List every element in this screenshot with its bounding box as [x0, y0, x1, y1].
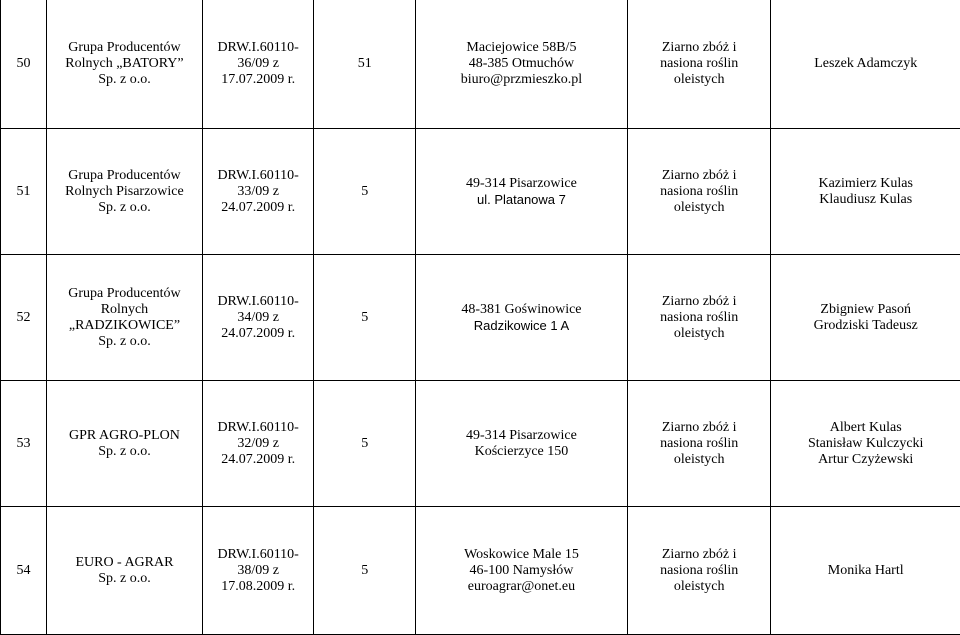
- group-name-cell: [47, 381, 203, 507]
- group-name-cell: [47, 507, 203, 635]
- registration-line: DRW.I.60110-: [205, 40, 312, 56]
- address-line: 48-381 Goświnowice: [418, 302, 625, 318]
- address-line: 46-100 Namysłów: [418, 563, 625, 579]
- product-line: oleistych: [630, 579, 768, 595]
- group-name-line: Sp. z o.o.: [49, 72, 200, 88]
- address-line: Radzikowice 1 A: [418, 318, 625, 334]
- address-cell: [415, 381, 627, 507]
- registration-line: 24.07.2009 r.: [205, 326, 312, 342]
- registration-line: 17.07.2009 r.: [205, 72, 312, 88]
- group-name-line: „RADZIKOWICE”: [49, 318, 200, 334]
- address-line: 49-314 Pisarzowice: [418, 428, 625, 444]
- group-name-line: Sp. z o.o.: [49, 200, 200, 216]
- group-name-line: Rolnych „BATORY”: [49, 56, 200, 72]
- table-row: [1, 507, 960, 635]
- member-count: 5: [314, 381, 415, 507]
- persons-cell: [771, 255, 960, 381]
- group-name-line: Grupa Producentów: [49, 168, 200, 184]
- group-name-cell: [47, 255, 203, 381]
- product-line: nasiona roślin: [630, 184, 768, 200]
- group-name-line: Sp. z o.o.: [49, 571, 200, 587]
- person-name: Leszek Adamczyk: [773, 56, 958, 72]
- member-count: 5: [314, 507, 415, 635]
- address-line: euroagrar@onet.eu: [418, 579, 625, 595]
- address-line: biuro@przmieszko.pl: [418, 72, 625, 88]
- group-name-line: Rolnych Pisarzowice: [49, 184, 200, 200]
- address-line: Maciejowice 58B/5: [418, 40, 625, 56]
- registration-line: DRW.I.60110-: [205, 547, 312, 563]
- address-cell: [415, 507, 627, 635]
- group-name-line: EURO - AGRAR: [49, 555, 200, 571]
- product-line: oleistych: [630, 326, 768, 342]
- table-row: [1, 255, 960, 381]
- row-number: 54: [1, 507, 47, 635]
- registration-cell: [202, 507, 314, 635]
- address-line: Kościerzyce 150: [418, 444, 625, 460]
- product-line: Ziarno zbóż i: [630, 294, 768, 310]
- table-row: [1, 0, 960, 129]
- registration-line: 32/09 z: [205, 436, 312, 452]
- product-line: oleistych: [630, 200, 768, 216]
- registration-cell: [202, 381, 314, 507]
- product-cell: [627, 507, 770, 635]
- product-line: oleistych: [630, 72, 768, 88]
- registration-cell: [202, 255, 314, 381]
- group-name-line: Sp. z o.o.: [49, 334, 200, 350]
- person-name: Albert Kulas: [773, 420, 958, 436]
- product-line: nasiona roślin: [630, 56, 768, 72]
- group-name-cell: [47, 0, 203, 129]
- product-cell: [627, 129, 770, 255]
- registration-cell: [202, 129, 314, 255]
- product-cell: [627, 381, 770, 507]
- group-name-line: Rolnych: [49, 302, 200, 318]
- persons-cell: [771, 0, 960, 129]
- address-line: ul. Platanowa 7: [418, 192, 625, 208]
- product-line: Ziarno zbóż i: [630, 40, 768, 56]
- member-count: 5: [314, 255, 415, 381]
- member-count: 51: [314, 0, 415, 129]
- address-line: Woskowice Male 15: [418, 547, 625, 563]
- table-row: [1, 129, 960, 255]
- person-name: Monika Hartl: [773, 563, 958, 579]
- registration-line: 24.07.2009 r.: [205, 452, 312, 468]
- group-name-cell: [47, 129, 203, 255]
- row-number: 53: [1, 381, 47, 507]
- person-name: Stanisław Kulczycki: [773, 436, 958, 452]
- table-row: [1, 381, 960, 507]
- address-cell: [415, 0, 627, 129]
- product-line: oleistych: [630, 452, 768, 468]
- product-line: Ziarno zbóż i: [630, 420, 768, 436]
- product-cell: [627, 255, 770, 381]
- product-line: Ziarno zbóż i: [630, 547, 768, 563]
- registration-cell: [202, 0, 314, 129]
- registration-line: DRW.I.60110-: [205, 168, 312, 184]
- address-cell: [415, 129, 627, 255]
- group-name-line: Grupa Producentów: [49, 286, 200, 302]
- person-name: Kazimierz Kulas: [773, 176, 958, 192]
- registration-line: 36/09 z: [205, 56, 312, 72]
- product-line: nasiona roślin: [630, 436, 768, 452]
- persons-cell: [771, 381, 960, 507]
- registration-line: 33/09 z: [205, 184, 312, 200]
- group-name-line: Grupa Producentów: [49, 40, 200, 56]
- group-name-line: GPR AGRO-PLON: [49, 428, 200, 444]
- product-line: nasiona roślin: [630, 563, 768, 579]
- address-line: 48-385 Otmuchów: [418, 56, 625, 72]
- registration-line: DRW.I.60110-: [205, 420, 312, 436]
- person-name: Artur Czyżewski: [773, 452, 958, 468]
- address-cell: [415, 255, 627, 381]
- row-number: 52: [1, 255, 47, 381]
- registration-line: 34/09 z: [205, 310, 312, 326]
- persons-cell: [771, 507, 960, 635]
- registration-line: 17.08.2009 r.: [205, 579, 312, 595]
- product-cell: [627, 0, 770, 129]
- person-name: Grodziski Tadeusz: [773, 318, 958, 334]
- product-line: Ziarno zbóż i: [630, 168, 768, 184]
- registration-line: 38/09 z: [205, 563, 312, 579]
- registration-line: DRW.I.60110-: [205, 294, 312, 310]
- group-name-line: Sp. z o.o.: [49, 444, 200, 460]
- member-count: 5: [314, 129, 415, 255]
- product-line: nasiona roślin: [630, 310, 768, 326]
- persons-cell: [771, 129, 960, 255]
- row-number: 50: [1, 0, 47, 129]
- registration-line: 24.07.2009 r.: [205, 200, 312, 216]
- address-line: 49-314 Pisarzowice: [418, 176, 625, 192]
- person-name: Klaudiusz Kulas: [773, 192, 958, 208]
- row-number: 51: [1, 129, 47, 255]
- person-name: Zbigniew Pasoń: [773, 302, 958, 318]
